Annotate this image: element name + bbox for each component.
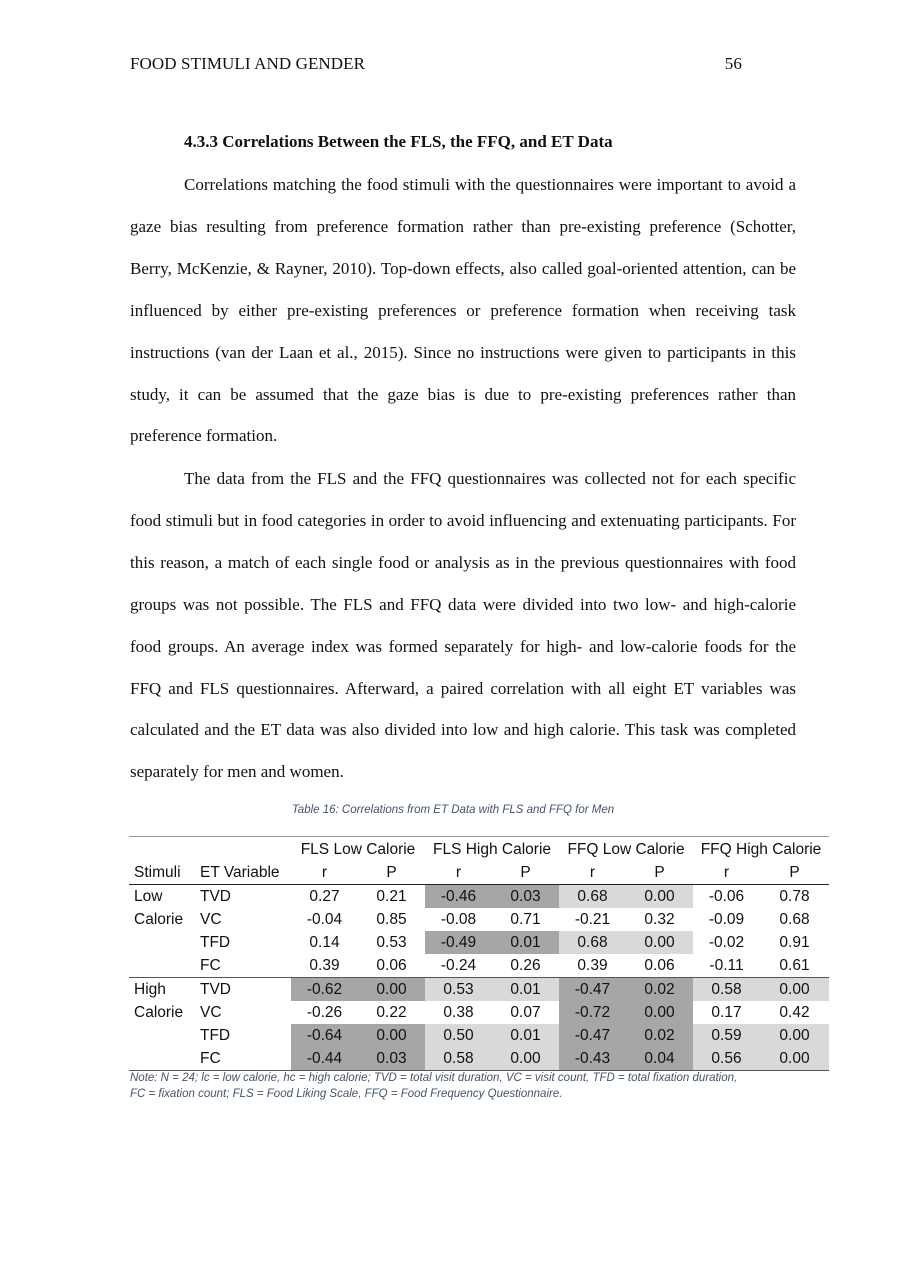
- p-value-cell: 0.26: [510, 957, 541, 974]
- stimuli-cell: Calorie: [134, 911, 184, 928]
- running-head-title: FOOD STIMULI AND GENDER: [130, 54, 366, 73]
- table-note-line: Note: N = 24; lc = low calorie, hc = high calorie; TVD = total visit duration, VC = visit count, TFD = total fixation duration,: [130, 1072, 738, 1084]
- p-value-cell: 0.78: [779, 888, 810, 905]
- table-note-line: FC = fixation count; FLS = Food Liking Scale, FFQ = Food Frequency Questionnaire.: [130, 1088, 563, 1100]
- group-header: FLS Low Calorie: [291, 837, 425, 862]
- table-group-header-row: [129, 837, 829, 862]
- p-value-cell: 0.91: [779, 934, 810, 951]
- r-value-cell: -0.46: [425, 885, 492, 909]
- p-value-cell: 0.61: [779, 957, 810, 974]
- p-value-cell: 0.06: [376, 957, 407, 974]
- page-number: 56: [724, 54, 742, 73]
- table-row: [129, 1001, 829, 1024]
- et-variable-cell: VC: [200, 1004, 222, 1021]
- paragraph: The data from the FLS and the FFQ questionnaires was collected not for each specific food stimuli but in food categories in order to avoid influencing and extenuating participants. For this reason, a match of each single food or analysis as in the previous questionnaires with food groups was not possible. The FLS and FFQ data were divided into two low- and high-calorie food groups. An average index was formed separately for high- and low-calorie foods for the FFQ and FLS questionnaires. Afterward, a paired correlation with all eight ET variables was calculated and the ET data was also divided into low and high calorie. This task was completed separately for men and women.: [130, 469, 796, 782]
- p-value-cell: 0.22: [376, 1004, 407, 1021]
- table-caption: Table 16: Correlations from ET Data with FLS and FFQ for Men: [291, 804, 615, 816]
- r-value-cell: 0.68: [559, 885, 626, 909]
- p-value-cell: 0.01: [492, 1024, 559, 1047]
- p-value-cell: 0.02: [626, 978, 693, 1002]
- r-value-cell: 0.50: [425, 1024, 492, 1047]
- p-value-cell: 0.21: [376, 888, 407, 905]
- r-value-cell: -0.11: [709, 957, 744, 974]
- running-head: [130, 54, 742, 74]
- et-variable-cell: TFD: [200, 1027, 231, 1044]
- r-value-cell: -0.04: [306, 911, 343, 928]
- table-row: [129, 908, 829, 931]
- column-header: Stimuli: [129, 861, 195, 885]
- p-value-cell: 0.07: [510, 1004, 541, 1021]
- column-header: ET Variable: [195, 861, 291, 885]
- r-value-cell: -0.21: [574, 911, 611, 928]
- p-value-cell: 0.00: [760, 978, 829, 1002]
- r-value-cell: 0.17: [711, 1004, 742, 1021]
- column-header: P: [358, 861, 425, 885]
- p-value-cell: 0.68: [779, 911, 810, 928]
- stimuli-cell: High: [129, 978, 195, 1002]
- p-value-cell: 0.03: [358, 1047, 425, 1071]
- table-row: [129, 978, 829, 1002]
- p-value-cell: 0.03: [492, 885, 559, 909]
- r-value-cell: -0.47: [559, 978, 626, 1002]
- table-column-header-row: [129, 861, 829, 885]
- r-value-cell: -0.47: [559, 1024, 626, 1047]
- stimuli-cell: [129, 931, 195, 954]
- table-row: [129, 931, 829, 954]
- r-value-cell: 0.39: [577, 957, 608, 974]
- p-value-cell: 0.00: [492, 1047, 559, 1071]
- column-header: r: [693, 861, 760, 885]
- r-value-cell: 0.27: [309, 888, 340, 905]
- et-variable-cell: TVD: [195, 978, 291, 1002]
- stimuli-cell: [129, 1024, 195, 1047]
- column-header: P: [626, 861, 693, 885]
- p-value-cell: 0.53: [376, 934, 407, 951]
- r-value-cell: -0.26: [306, 1004, 343, 1021]
- section-heading: 4.3.3 Correlations Between the FLS, the FFQ, and ET Data: [184, 132, 613, 151]
- et-variable-cell: FC: [200, 957, 221, 974]
- group-header: FLS High Calorie: [425, 837, 559, 862]
- r-value-cell: -0.43: [559, 1047, 626, 1071]
- p-value-cell: 0.00: [760, 1047, 829, 1071]
- p-value-cell: 0.32: [644, 911, 675, 928]
- r-value-cell: -0.24: [440, 957, 477, 974]
- group-header: FFQ Low Calorie: [559, 837, 693, 862]
- r-value-cell: -0.02: [708, 934, 745, 951]
- et-variable-cell: VC: [200, 911, 222, 928]
- table-row: [129, 1047, 829, 1071]
- column-header: r: [291, 861, 358, 885]
- r-value-cell: 0.38: [443, 1004, 474, 1021]
- p-value-cell: 0.06: [644, 957, 675, 974]
- r-value-cell: 0.56: [693, 1047, 760, 1071]
- correlation-table: [129, 836, 829, 1071]
- r-value-cell: 0.59: [693, 1024, 760, 1047]
- table-row: [129, 1024, 829, 1047]
- p-value-cell: 0.01: [492, 978, 559, 1002]
- r-value-cell: -0.62: [291, 978, 358, 1002]
- p-value-cell: 0.00: [358, 978, 425, 1002]
- column-header: P: [492, 861, 559, 885]
- stimuli-cell: [129, 1047, 195, 1071]
- table-row: [129, 954, 829, 978]
- p-value-cell: 0.04: [626, 1047, 693, 1071]
- p-value-cell: 0.02: [626, 1024, 693, 1047]
- r-value-cell: 0.58: [693, 978, 760, 1002]
- stimuli-cell: [129, 954, 195, 978]
- p-value-cell: 0.85: [376, 911, 407, 928]
- r-value-cell: 0.68: [559, 931, 626, 954]
- p-value-cell: 0.42: [779, 1004, 810, 1021]
- p-value-cell: 0.00: [626, 1001, 693, 1024]
- table-note: [130, 1070, 820, 1102]
- p-value-cell: 0.01: [492, 931, 559, 954]
- r-value-cell: 0.14: [309, 934, 340, 951]
- r-value-cell: 0.58: [425, 1047, 492, 1071]
- et-variable-cell: TVD: [200, 888, 231, 905]
- r-value-cell: 0.53: [425, 978, 492, 1002]
- r-value-cell: -0.64: [291, 1024, 358, 1047]
- p-value-cell: 0.00: [358, 1024, 425, 1047]
- r-value-cell: -0.49: [425, 931, 492, 954]
- p-value-cell: 0.00: [626, 885, 693, 909]
- r-value-cell: 0.39: [309, 957, 340, 974]
- et-variable-cell: FC: [195, 1047, 291, 1071]
- group-header: FFQ High Calorie: [693, 837, 829, 862]
- p-value-cell: 0.00: [760, 1024, 829, 1047]
- table-row: [129, 885, 829, 909]
- et-variable-cell: TFD: [200, 934, 231, 951]
- column-header: P: [760, 861, 829, 885]
- p-value-cell: 0.71: [510, 911, 541, 928]
- column-header: r: [425, 861, 492, 885]
- r-value-cell: -0.44: [291, 1047, 358, 1071]
- r-value-cell: -0.72: [559, 1001, 626, 1024]
- stimuli-cell: Low: [134, 888, 163, 905]
- p-value-cell: 0.00: [626, 931, 693, 954]
- r-value-cell: -0.08: [440, 911, 477, 928]
- paragraph: Correlations matching the food stimuli with the questionnaires were important to avoid a gaze bias resulting from preference formation rather than pre-existing preference (Schotter, Berry, McKenzie, & Rayner, 2010). Top-down effects, also called goal-oriented attention, can be influenced by either pre-existing preferences or preference formation when receiving task instructions (van der Laan et al., 2015). Since no instructions were given to participants in this study, it can be assumed that the gaze bias is due to pre-existing preferences rather than preference formation.: [130, 175, 796, 446]
- r-value-cell: -0.09: [708, 911, 745, 928]
- stimuli-cell: Calorie: [134, 1004, 184, 1021]
- r-value-cell: -0.06: [708, 888, 745, 905]
- column-header: r: [559, 861, 626, 885]
